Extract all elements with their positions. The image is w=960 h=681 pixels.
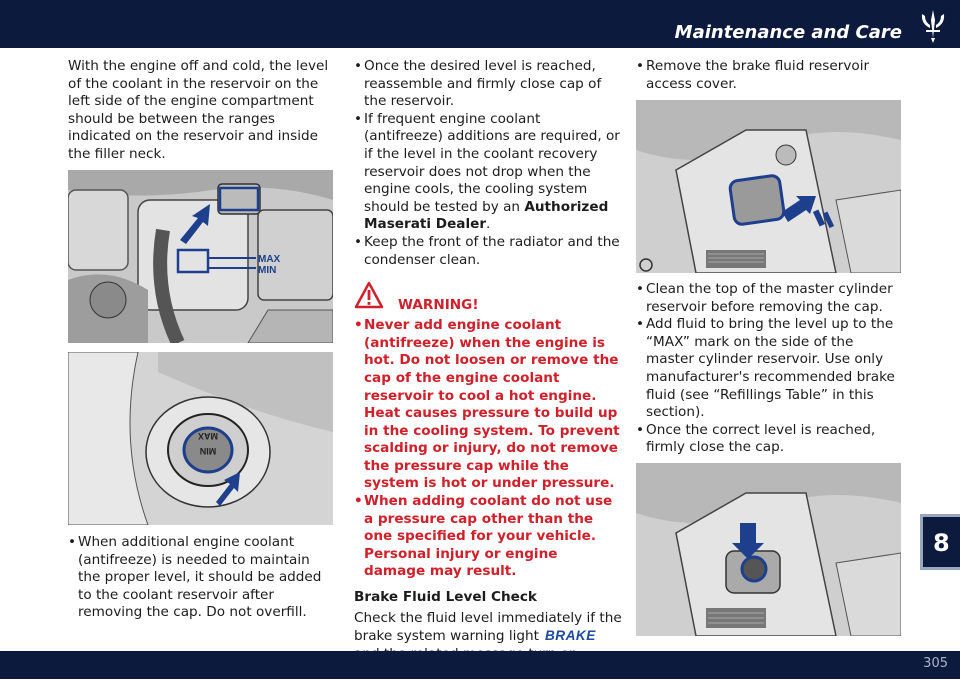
frequent-additions-bullet: • If frequent engine coolant (antifreeze) additions are required, or if the level in the coolant recovery reservoir does not drop when the engine cools, the cooling system should be tested by an Authorized Maserati Dealer. [354, 111, 622, 234]
coolant-add-bullet: • When additional engine coolant (antifreeze) is needed to maintain the proper level, it should be added to the coolant reservoir after removing the cap. Do not overfill. [68, 534, 336, 622]
filler-neck-photo [68, 352, 333, 525]
warning-pressure-cap: • When adding coolant do not use a pressure cap other than the one specified for your vehicle. Personal injury or engine damage may result. [354, 493, 622, 581]
column-2 [354, 58, 622, 681]
trident-logo-icon [916, 8, 950, 44]
dealer-name: Authorized Maserati Dealer [364, 198, 609, 233]
brake-cap-photo [636, 463, 901, 636]
brake-check-paragraph: Check the fluid level immediately if the brake system warning light BRAKE [354, 609, 622, 645]
radiator-clean-bullet: • Keep the front of the radiator and the condenser clean. [354, 234, 622, 269]
brake-section-title: Brake Fluid Level Check [354, 589, 537, 606]
column-1-bullets [68, 534, 336, 622]
chapter-tab[interactable] [920, 514, 960, 570]
page-footer [0, 651, 960, 679]
close-brake-cap-bullet: • Once the correct level is reached, firmly close the cap. [636, 422, 902, 457]
warning-heading [354, 281, 622, 317]
min-label: MIN [258, 265, 277, 276]
column-3 [636, 58, 902, 93]
warning-triangle-icon [354, 281, 384, 309]
remove-cover-bullet: • Remove the brake fluid reservoir access cover. [636, 58, 902, 93]
warning-hot-engine: • Never add engine coolant (antifreeze) when the engine is hot. Do not loosen or remove the cap of the engine coolant reservoir to cool a hot engine. Heat causes pressure to build up in the cooling system. To prevent scalding or injury, do not remove the pressure cap while the system is hot or under pressure. [354, 317, 622, 493]
coolant-reservoir-photo [68, 170, 333, 343]
close-cap-bullet: • Once the desired level is reached, reassemble and firmly close cap of the reservoir. [354, 58, 622, 111]
coolant-intro: With the engine off and cold, the level of the coolant in the reservoir on the left side of the engine compartment should be between the ranges indicated on the reservoir and inside the filler neck. [68, 58, 329, 162]
clean-reservoir-bullet: • Clean the top of the master cylinder reservoir before removing the cap. [636, 281, 902, 316]
neck-max-label: MAX [198, 431, 218, 441]
column-3-bullets [636, 281, 902, 457]
brake-warning-light-icon: BRAKE [544, 628, 596, 644]
warning-title: WARNING! [398, 297, 479, 314]
column-1 [68, 58, 336, 164]
page-number: 305 [923, 656, 948, 671]
max-label: MAX [258, 254, 281, 265]
brake-cover-photo [636, 100, 901, 273]
chapter-number: 8 [933, 529, 950, 557]
add-fluid-bullet: • Add fluid to bring the level up to the “MAX” mark on the side of the master cylinder reservoir. Use only manufacturer's recommended brake fluid (see “Refillings Table” in this section). [636, 316, 902, 422]
section-title: Maintenance and Care [674, 22, 902, 43]
neck-min-label: MIN [199, 446, 217, 456]
